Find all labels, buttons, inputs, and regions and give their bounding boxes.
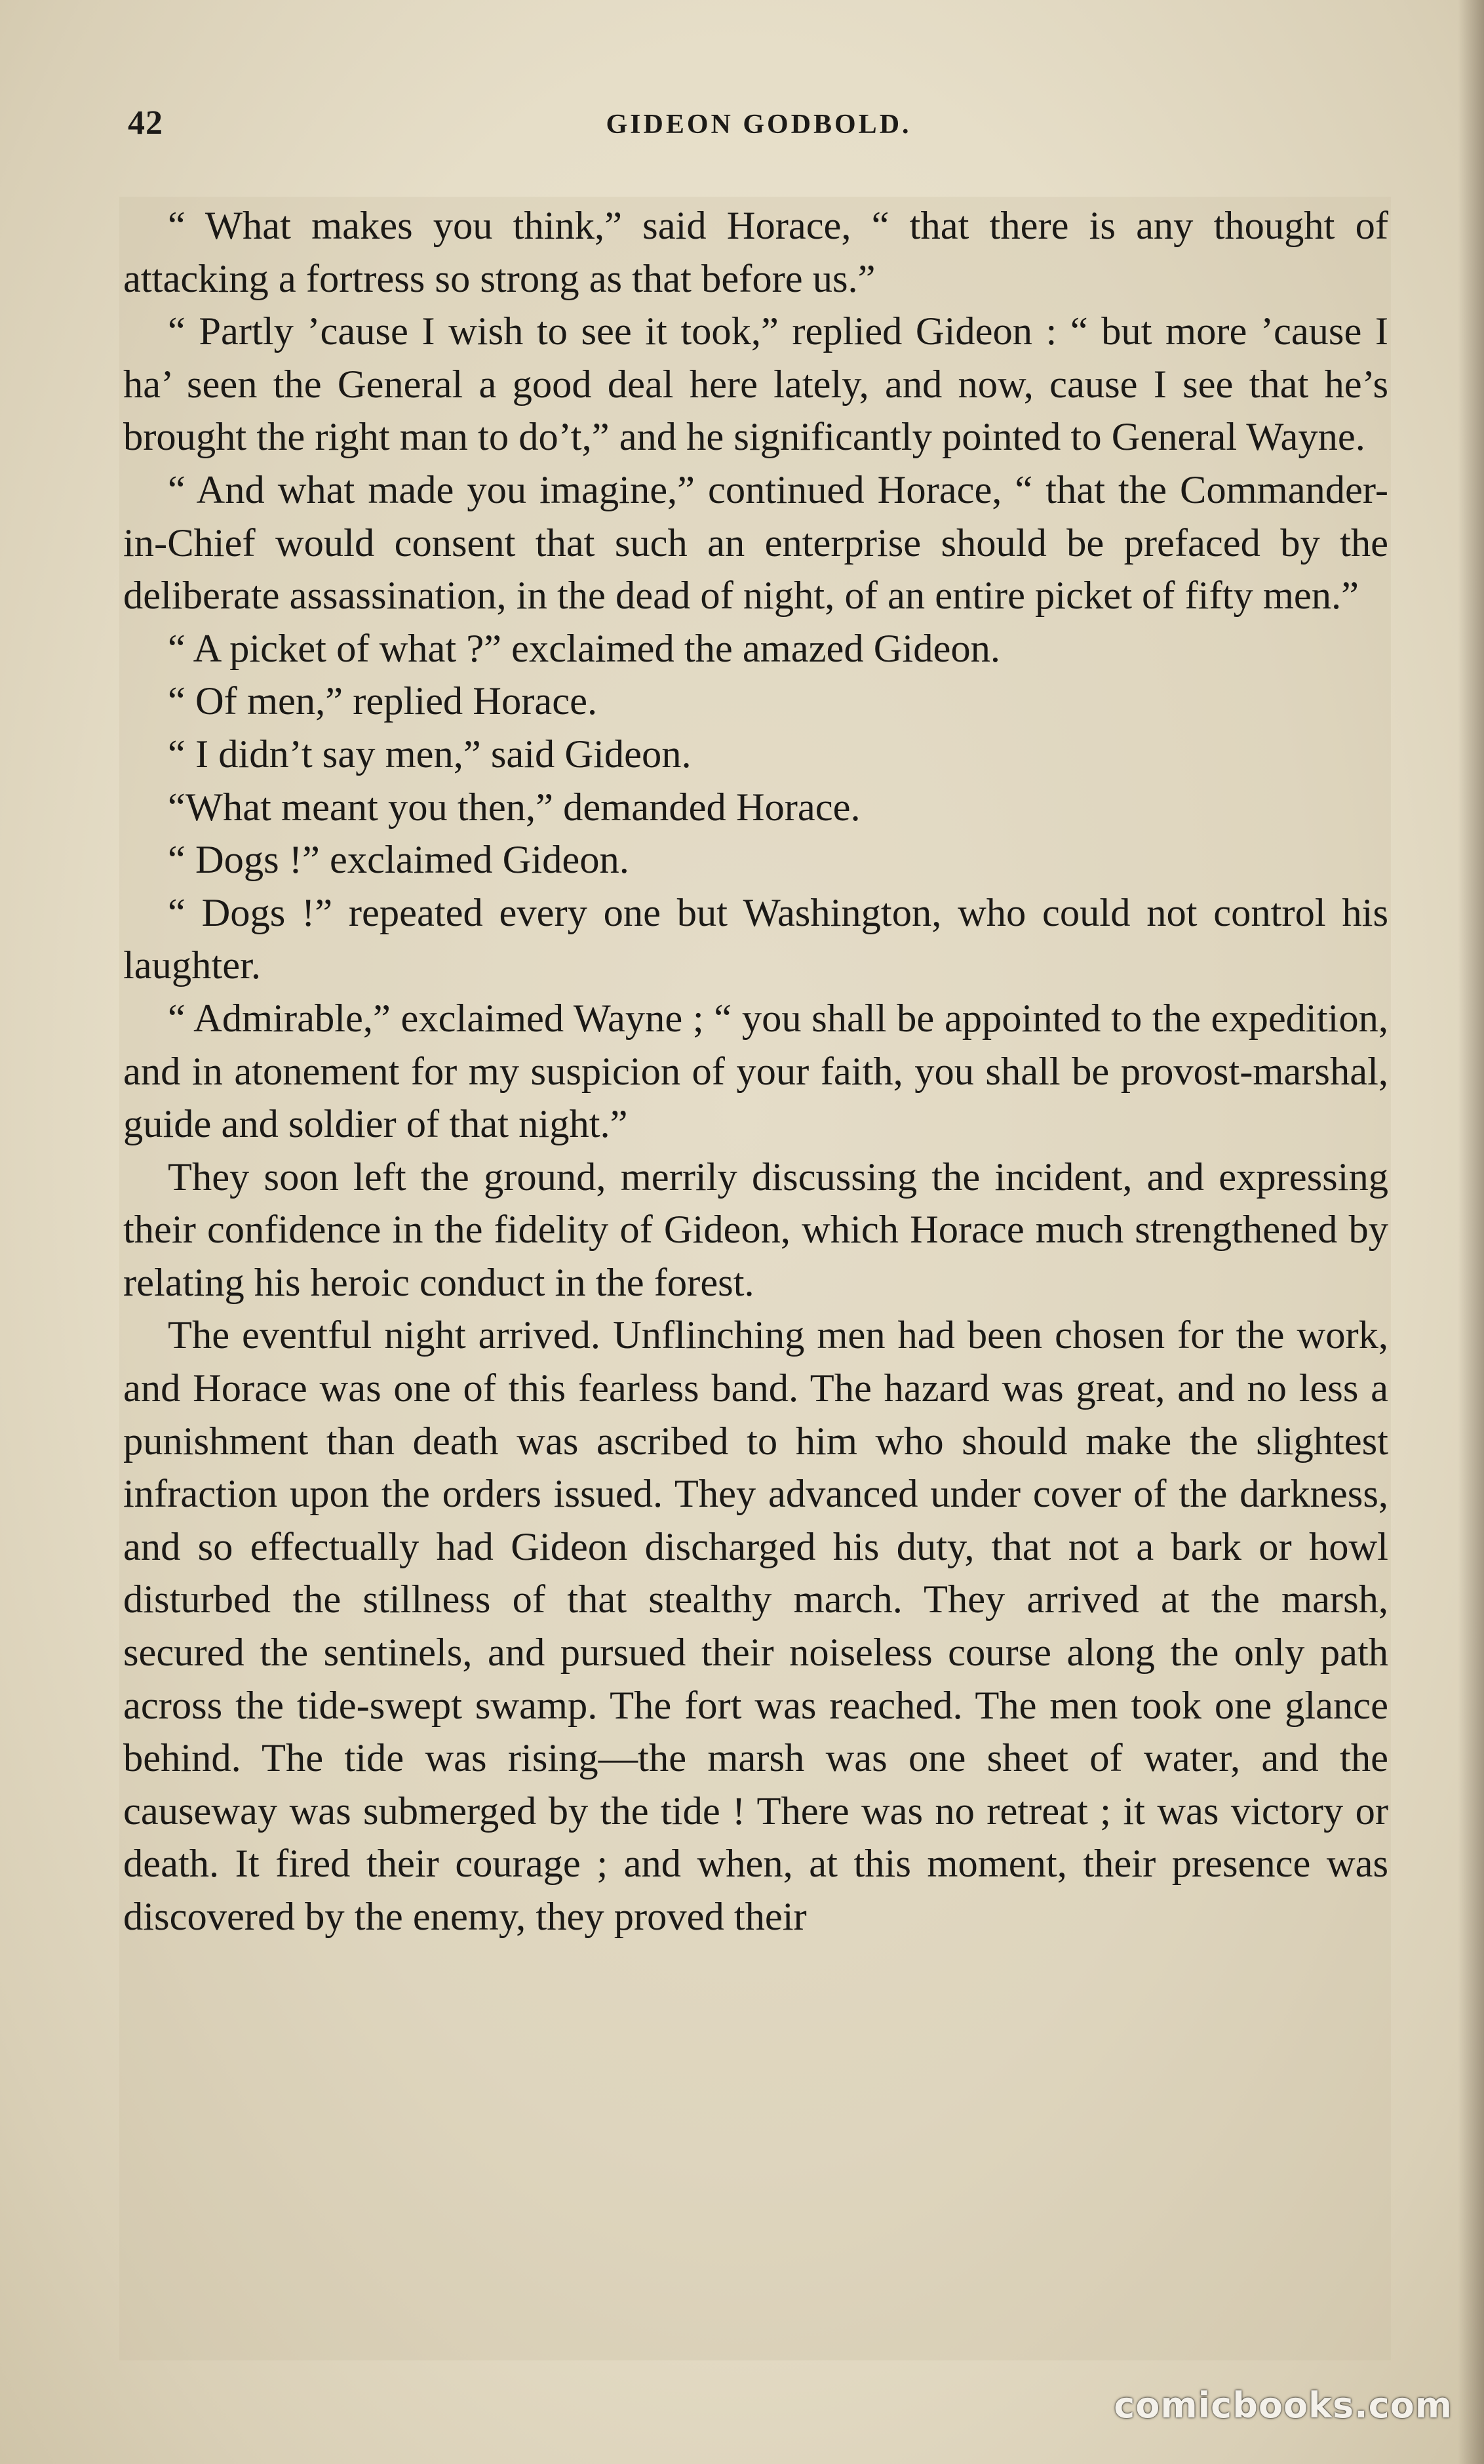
running-title: GIDEON GODBOLD. xyxy=(606,109,912,140)
paragraph: “ Partly ’cause I wish to see it took,” replied Gideon : “ but more ’cause I ha’ seen the General a good deal here lately, and now, cause I see that he’s brought the right man to do’t,” and he significantly pointed to General Wayne. xyxy=(123,309,1388,460)
paragraph: “ What makes you think,” said Horace, “ that there is any thought of attacking a fortress so strong as that before us.” xyxy=(123,204,1388,301)
paragraph: The eventful night arrived. Unflinching men had been chosen for the work, and Horace was one of this fearless band. The hazard was great, and no less a punishment than death was ascribed to him who should make the slightest infraction upon the orders issued. They advanced under cover of the darkness, and so effectually had Gideon discharged his duty, that not a bark or howl disturbed the stillness of that stealthy march. They arrived at the marsh, secured the sentinels, and pursued their noiseless course along the only path across the tide-swept swamp. The fort was reached. The men took one glance behind. The tide was rising—the marsh was one sheet of water, and the causeway was submerged by the tide ! There was no retreat ; it was victory or death. It fired their courage ; and when, at this moment, their presence was discovered by the enemy, they proved their xyxy=(123,1313,1388,1939)
paragraph: “ And what made you imagine,” continued Horace, “ that the Commander-in-Chief would consent that such an enterprise should be prefaced by the deliberate assassination, in the dead of night, of an entire picket of fifty men.” xyxy=(123,467,1388,618)
paragraph: “What meant you then,” demanded Horace. xyxy=(168,785,861,829)
paragraph: “ A picket of what ?” exclaimed the amazed Gideon. xyxy=(168,626,1000,671)
page-body xyxy=(123,200,1388,1944)
running-header xyxy=(128,104,1390,156)
paragraph: “ Dogs !” repeated every one but Washington, who could not control his laughter. xyxy=(123,890,1388,988)
page-number: 42 xyxy=(128,104,163,142)
paragraph: They soon left the ground, merrily discussing the incident, and expressing their confidence in the fidelity of Gideon, which Horace much strengthened by relating his heroic conduct in the forest. xyxy=(123,1155,1388,1305)
watermark: comicbooks.com xyxy=(1114,2385,1453,2426)
paragraph: “ Admirable,” exclaimed Wayne ; “ you shall be appointed to the expedition, and in atonement for my suspicion of your faith, you shall be provost-marshal, guide and soldier of that night.” xyxy=(123,996,1388,1147)
page-edge-shadow xyxy=(1458,0,1484,2464)
paragraph: “ Of men,” replied Horace. xyxy=(168,679,598,724)
paragraph: “ I didn’t say men,” said Gideon. xyxy=(168,732,692,776)
paragraph: “ Dogs !” exclaimed Gideon. xyxy=(168,838,629,883)
